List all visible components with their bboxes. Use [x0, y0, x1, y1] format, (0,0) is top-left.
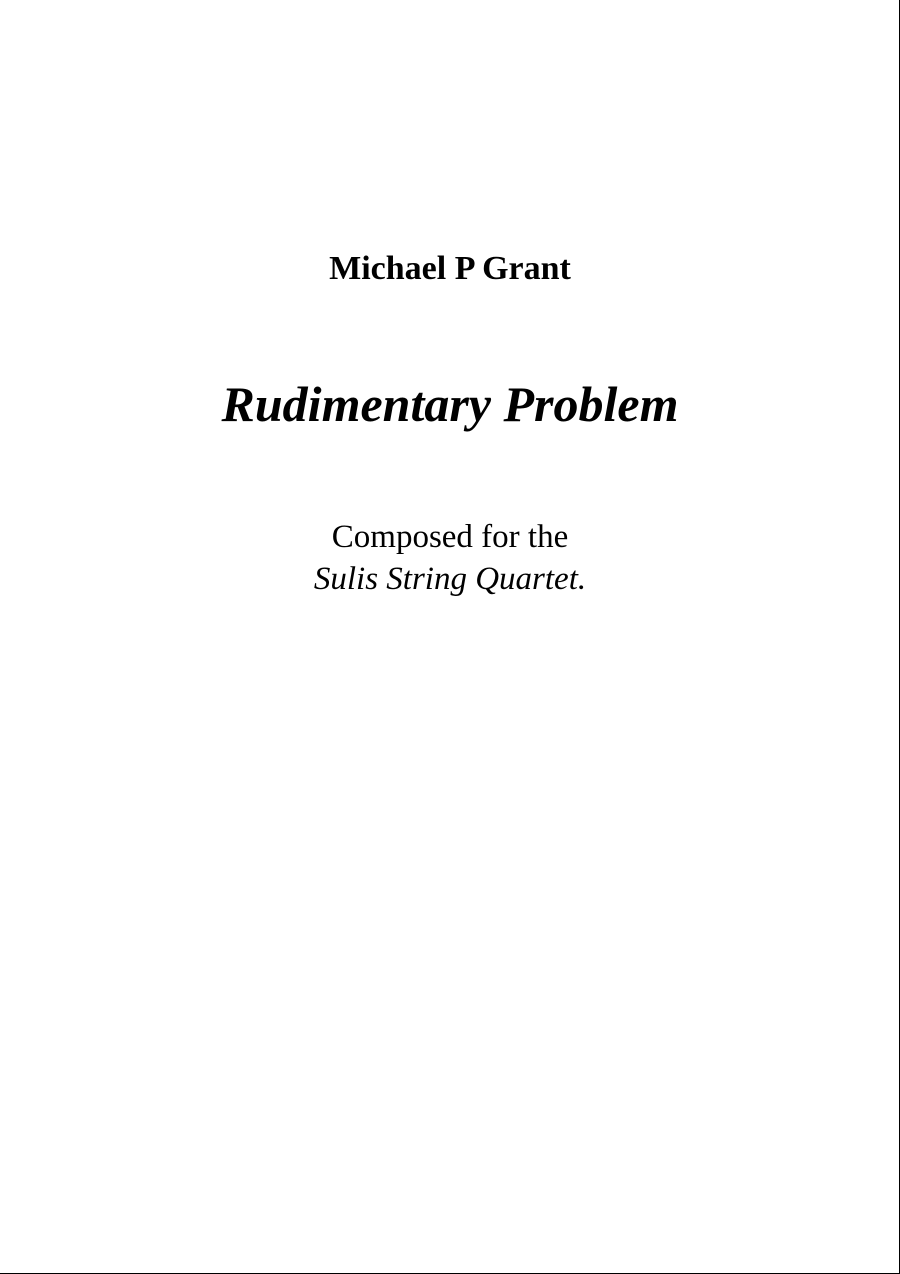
dedication: [0, 516, 900, 600]
dedication-line-2: Sulis String Quartet.: [313, 561, 587, 597]
composer-name: Michael P Grant: [329, 250, 571, 287]
piece-title: Rudimentary Problem: [221, 376, 679, 432]
dedication-line-1: Composed for the: [331, 519, 569, 555]
